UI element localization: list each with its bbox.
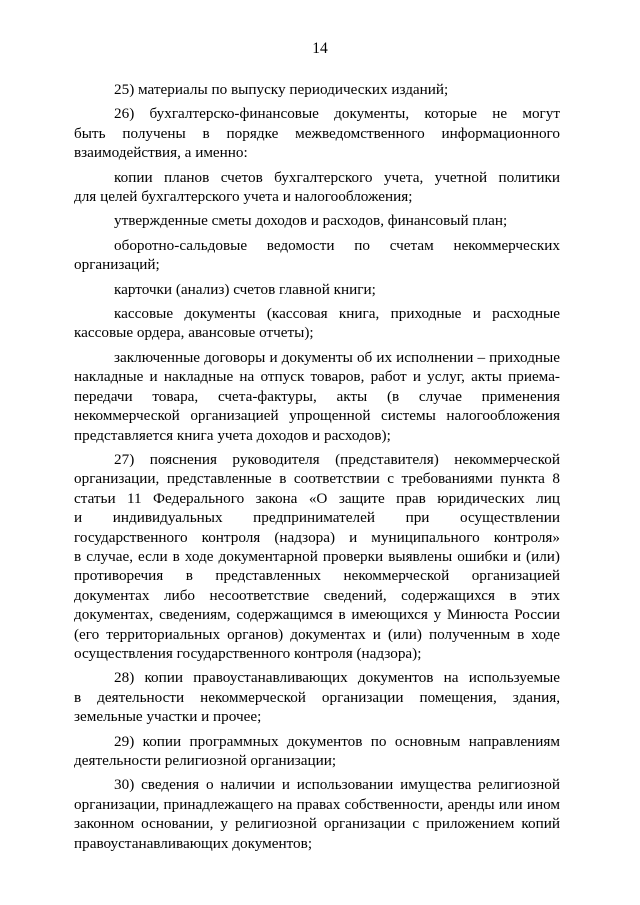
text-line: некоммерческой организацией упрощенной системы налогообложения [74, 407, 560, 425]
text-line: заключенные договоры и документы об их исполнении – приходные [114, 348, 560, 366]
text-line: кассовые документы (кассовая книга, приходные и расходные [114, 305, 560, 323]
paragraph [74, 348, 560, 445]
paragraph [74, 732, 560, 771]
text-line: взаимодействия, а именно: [74, 144, 248, 162]
document-body [74, 80, 560, 853]
paragraph [74, 668, 560, 726]
text-line: противоречия в представленных некоммерческой организацией [74, 567, 560, 585]
paragraph [74, 211, 560, 230]
text-line: в случае, если в ходе документарной проверки выявлены ошибки и (или) [74, 547, 560, 565]
text-line: карточки (анализ) счетов главной книги; [114, 280, 376, 298]
paragraph [74, 104, 560, 162]
text-line: представляется книга учета доходов и расходов); [74, 426, 391, 444]
paragraph [74, 80, 560, 99]
text-line: для целей бухгалтерского учета и налогообложения; [74, 188, 413, 206]
text-line: кассовые ордера, авансовые отчеты); [74, 324, 314, 342]
text-line: организаций; [74, 256, 160, 274]
text-line: 30) сведения о наличии и использовании имущества религиозной [114, 776, 560, 794]
paragraph [74, 304, 560, 343]
text-line: оборотно-сальдовые ведомости по счетам некоммерческих [114, 236, 560, 254]
text-line: правоустанавливающих документов; [74, 834, 313, 852]
text-line: копии планов счетов бухгалтерского учета, учетной политики [114, 168, 560, 186]
text-line: 28) копии правоустанавливающих документов на используемые [114, 669, 560, 687]
text-line: накладные и накладные на отпуск товаров, работ и услуг, акты приема- [74, 368, 560, 386]
text-line: организации, представленные в соответствии с требованиями пункта 8 [74, 470, 560, 488]
paragraph [74, 450, 560, 663]
text-line: 27) пояснения руководителя (представителя) некоммерческой [114, 450, 560, 468]
text-line: земельные участки и прочее; [74, 708, 262, 726]
text-line: 29) копии программных документов по основным направлениям [114, 732, 560, 750]
text-line: государственного контроля (надзора) и муниципального контроля» [74, 528, 560, 546]
text-line: передачи товара, счета-фактуры, акты (в случае применения [74, 387, 560, 405]
paragraph [74, 236, 560, 275]
text-line: 26) бухгалтерско-финансовые документы, которые не могут [114, 105, 560, 123]
text-line: в деятельности некоммерческой организации помещения, здания, [74, 688, 560, 706]
text-line: деятельности религиозной организации; [74, 752, 337, 769]
page-number: 14 [312, 40, 328, 57]
paragraph [74, 775, 560, 853]
text-line: организации, принадлежащего на правах собственности, аренды или ином [74, 795, 560, 813]
text-line: 25) материалы по выпуску периодических изданий; [114, 81, 449, 98]
text-line: и индивидуальных предпринимателей при осуществлении [74, 509, 560, 527]
text-line: законном основании, у религиозной организации с приложением копий [74, 815, 560, 833]
text-line: (его территориальных органов) документах и (или) полученным в ходе [74, 625, 560, 643]
text-line: документах, сведениям, содержащимся в имеющихся у Минюста России [74, 606, 560, 624]
text-line: осуществления государственного контроля (надзора); [74, 644, 422, 662]
paragraph [74, 280, 560, 299]
text-line: документах либо несоответствие сведений, содержащихся в этих [74, 586, 560, 604]
paragraph [74, 168, 560, 207]
text-line: утвержденные сметы доходов и расходов, финансовый план; [114, 212, 508, 230]
text-line: статьи 11 Федерального закона «О защите прав юридических лиц [74, 489, 560, 507]
text-line: быть получены в порядке межведомственного информационного [74, 124, 560, 142]
